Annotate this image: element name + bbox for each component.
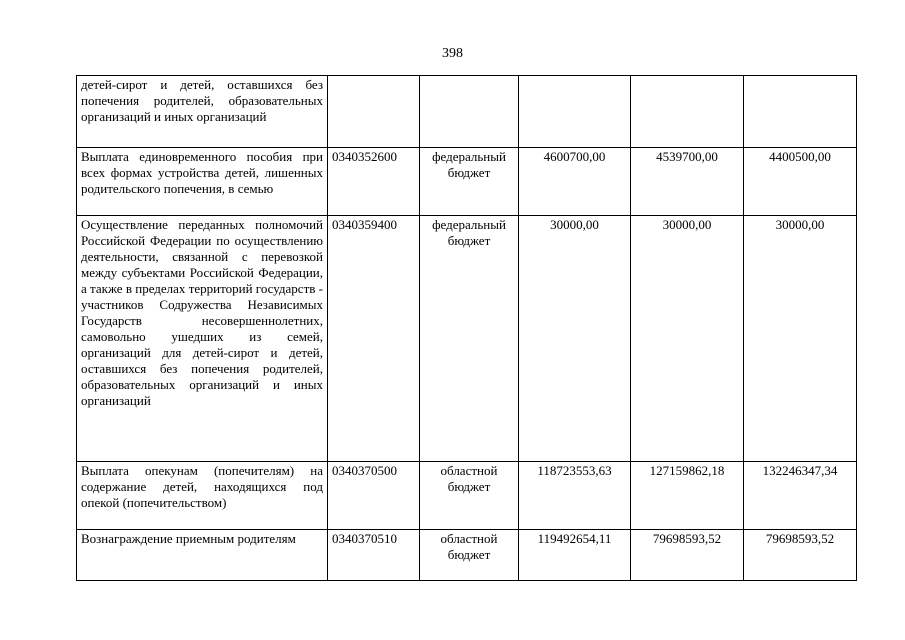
row-value-year3: 79698593,52 (744, 530, 857, 581)
table-row (77, 530, 857, 581)
row-name-cell: Выплата единовременного пособия при всех формах устройства детей, лишенных родительского попечения, в семью (77, 148, 328, 216)
table-row (77, 76, 857, 148)
row-code-cell: 0340359400 (328, 216, 420, 462)
row-source-cell: федеральный бюджет (420, 216, 519, 462)
row-source-cell (420, 76, 519, 148)
row-source-cell: федеральный бюджет (420, 148, 519, 216)
table-row (77, 216, 857, 462)
row-code-cell: 0340352600 (328, 148, 420, 216)
row-code-cell: 0340370510 (328, 530, 420, 581)
row-code-cell: 0340370500 (328, 462, 420, 530)
row-value-year3: 132246347,34 (744, 462, 857, 530)
row-value-year2: 127159862,18 (631, 462, 744, 530)
row-source-cell: областной бюджет (420, 462, 519, 530)
row-code-cell (328, 76, 420, 148)
row-value-year1: 118723553,63 (519, 462, 631, 530)
row-value-year2: 30000,00 (631, 216, 744, 462)
row-name-cell: Осуществление переданных полномочий Российской Федерации по осуществлению деятельности, связанной с перевозкой между субъектами Российской Федерации, а также в пределах территорий государств - участников Содружества Независимых Государств несовершеннолетних, самовольно ушедших из семей, организаций для детей-сирот и детей, оставшихся без попечения родителей, образовательных организаций и иных организаций (77, 216, 328, 462)
row-value-year2: 79698593,52 (631, 530, 744, 581)
row-value-year1: 119492654,11 (519, 530, 631, 581)
row-value-year3 (744, 76, 857, 148)
table-row (77, 148, 857, 216)
row-value-year1: 4600700,00 (519, 148, 631, 216)
row-source-cell: областной бюджет (420, 530, 519, 581)
row-name-cell: Вознаграждение приемным родителям (77, 530, 328, 581)
row-value-year2: 4539700,00 (631, 148, 744, 216)
row-name-cell: Выплата опекунам (попечителям) на содержание детей, находящихся под опекой (попечительством) (77, 462, 328, 530)
table-row (77, 462, 857, 530)
row-value-year2 (631, 76, 744, 148)
budget-table (76, 75, 857, 581)
row-name-cell: детей-сирот и детей, оставшихся без попечения родителей, образовательных организаций и иных организаций (77, 76, 328, 148)
row-value-year3: 30000,00 (744, 216, 857, 462)
row-value-year1: 30000,00 (519, 216, 631, 462)
page-number: 398 (442, 46, 463, 61)
row-value-year1 (519, 76, 631, 148)
row-value-year3: 4400500,00 (744, 148, 857, 216)
